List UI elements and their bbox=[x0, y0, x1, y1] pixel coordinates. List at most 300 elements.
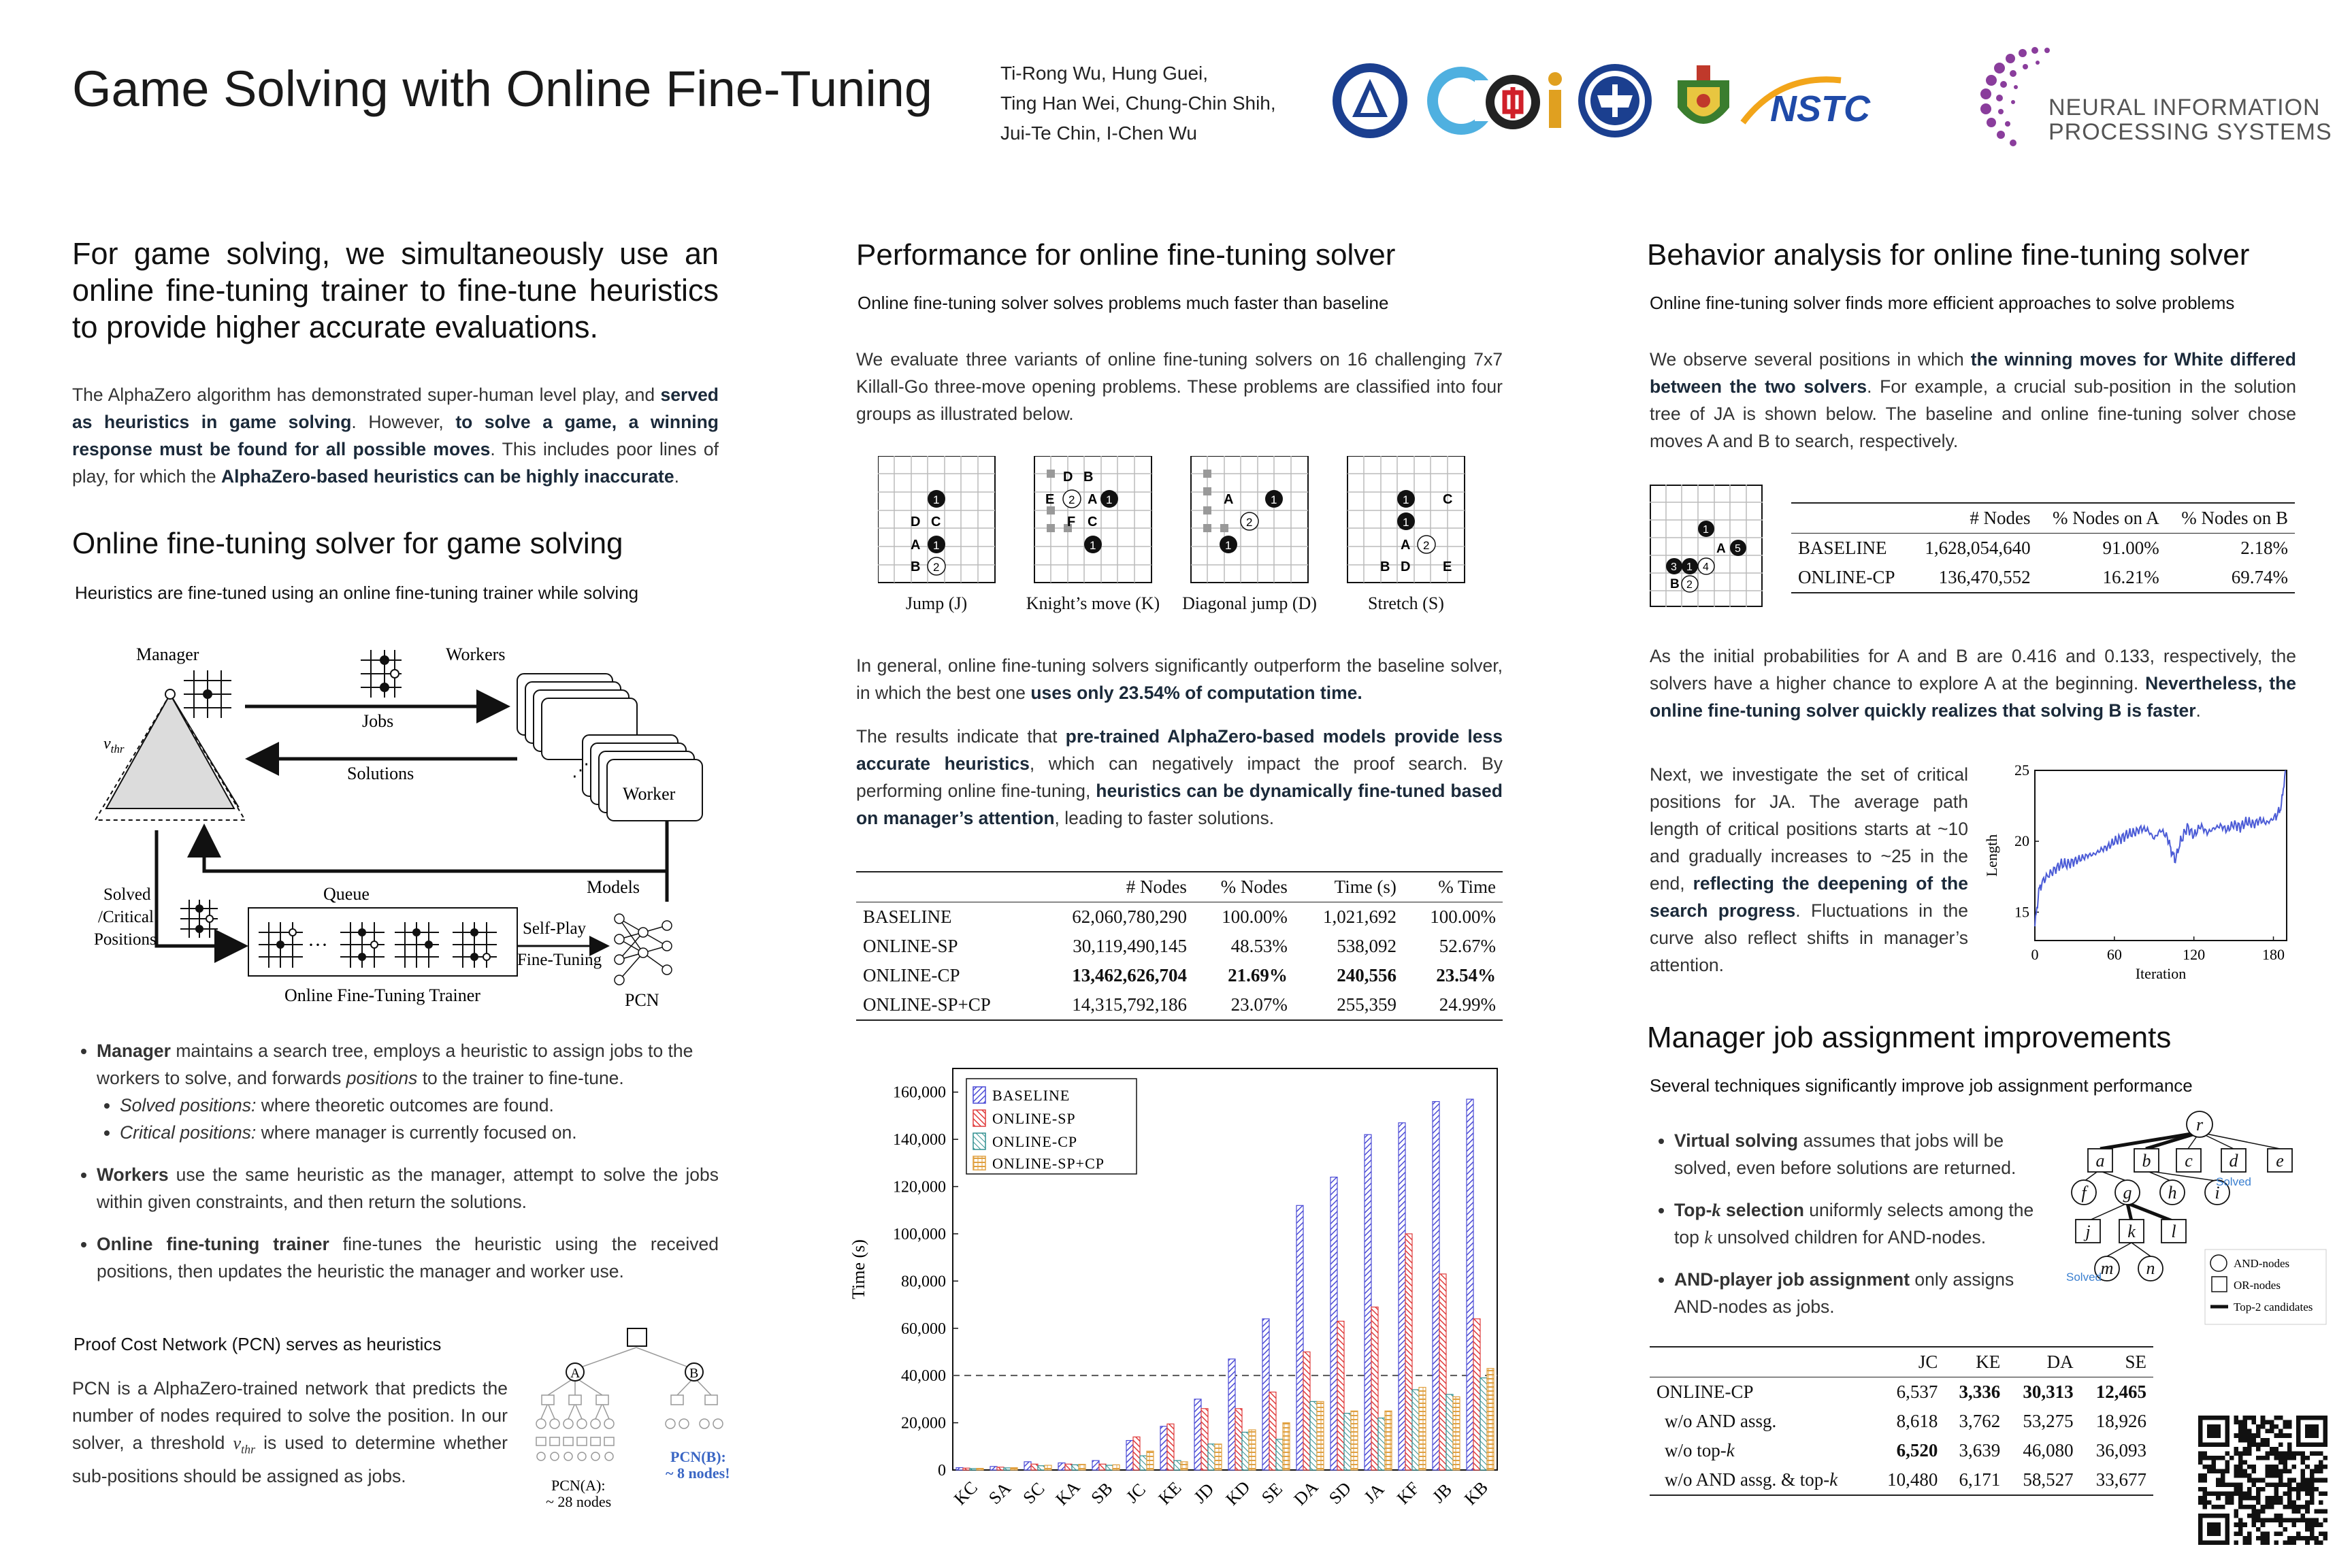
line-chart-xlabel: Iteration bbox=[2135, 965, 2187, 982]
qr-module bbox=[2252, 1442, 2257, 1447]
intro-text-2: . However, bbox=[351, 412, 456, 432]
perf-header-time: Time (s) bbox=[1334, 877, 1396, 897]
qr-module bbox=[2207, 1456, 2212, 1460]
svg-text:1: 1 bbox=[1106, 493, 1113, 506]
qr-module bbox=[2265, 1465, 2270, 1469]
bullet-trainer: • Online fine-tuning trainer fine-tunes the heuristic using the received positions, then updates the heuristic the manager and worker use. bbox=[97, 1230, 719, 1285]
perf-header-0 bbox=[856, 872, 1033, 902]
qr-module bbox=[2256, 1424, 2261, 1429]
bar-baseline-sd bbox=[1330, 1177, 1337, 1470]
qr-module bbox=[2247, 1505, 2252, 1509]
bar-online-sp-sd bbox=[1337, 1321, 1344, 1470]
qr-module bbox=[2314, 1487, 2319, 1492]
qr-module bbox=[2305, 1522, 2310, 1527]
bullet-manager: • Manager maintains a search tree, employs a heuristic to assign jobs to the workers to solve, and forwards positions to the trainer to fine-tune. • Solved positions: where theoretic outcomes are found. • Critical positions: where manager is currently focused on. bbox=[97, 1037, 719, 1146]
qr-module bbox=[2243, 1536, 2248, 1541]
legend-label-online-sp: ONLINE-SP bbox=[992, 1110, 1076, 1127]
qr-module bbox=[2261, 1420, 2266, 1425]
qr-module bbox=[2278, 1518, 2283, 1523]
svg-text:B: B bbox=[1380, 559, 1390, 574]
bar-xtick-label: KF bbox=[1392, 1477, 1423, 1508]
bar-chart-legend bbox=[966, 1079, 1137, 1174]
intro-bold-3: AlphaZero-based heuristics can be highly inaccurate bbox=[220, 466, 674, 487]
qr-module bbox=[2274, 1531, 2278, 1536]
qr-module bbox=[2274, 1540, 2278, 1545]
tree-solved-label-j: Solved bbox=[2066, 1271, 2102, 1284]
qr-module bbox=[2252, 1433, 2257, 1438]
ablation-row-no-topk: w/o top-k 6,520 3,639 46,080 36,093 bbox=[1665, 1440, 2146, 1460]
bar-ytick-label: 160,000 bbox=[893, 1083, 946, 1102]
tree-node-h: h bbox=[2168, 1183, 2177, 1203]
svg-text:C: C bbox=[931, 514, 941, 529]
qr-module bbox=[2301, 1460, 2306, 1465]
qr-module bbox=[2270, 1451, 2274, 1456]
qr-module bbox=[2270, 1496, 2274, 1501]
qr-module bbox=[2283, 1491, 2287, 1496]
qr-module bbox=[2234, 1473, 2238, 1478]
qr-module bbox=[2230, 1496, 2234, 1501]
qr-module bbox=[2301, 1456, 2306, 1460]
qr-module bbox=[2252, 1478, 2257, 1483]
qr-module bbox=[2296, 1491, 2301, 1496]
solver-bullets bbox=[72, 1037, 719, 1300]
qr-module bbox=[2234, 1522, 2238, 1527]
qr-module bbox=[2283, 1518, 2287, 1523]
perf-row-online-sp-cp: ONLINE-SP+CP 14,315,792,186 23.07% 255,359 24.99% bbox=[856, 990, 1503, 1020]
qr-module bbox=[2207, 1491, 2212, 1496]
qr-module bbox=[2296, 1482, 2301, 1487]
qr-module bbox=[2310, 1451, 2315, 1456]
qr-module bbox=[2225, 1460, 2230, 1465]
line-chart-frame bbox=[2035, 770, 2287, 941]
qr-module bbox=[2278, 1473, 2283, 1478]
svg-text:D: D bbox=[911, 514, 921, 529]
bar-online-cp-sb bbox=[1106, 1465, 1113, 1470]
bar-baseline-jd bbox=[1194, 1399, 1201, 1470]
svg-text:3: 3 bbox=[1671, 561, 1677, 573]
svg-text:A: A bbox=[1401, 538, 1411, 553]
qr-module bbox=[2278, 1416, 2283, 1420]
svg-text:2: 2 bbox=[933, 561, 940, 574]
tree-legend bbox=[2205, 1250, 2326, 1324]
qr-module bbox=[2230, 1491, 2234, 1496]
qr-module bbox=[2247, 1487, 2252, 1492]
qr-module bbox=[2216, 1478, 2221, 1483]
svg-text:1: 1 bbox=[1090, 539, 1096, 552]
author-list bbox=[1000, 59, 1276, 148]
performance-summary: In general, online fine-tuning solvers significantly outperform the baseline solver, in which the best one uses only 23.54% of computation time. bbox=[856, 655, 1503, 703]
pcn-b-label-2: ~ 8 nodes! bbox=[666, 1465, 730, 1482]
qr-module bbox=[2274, 1451, 2278, 1456]
bar-xtick-label: KD bbox=[1222, 1477, 1254, 1509]
time-bar-chart bbox=[837, 1058, 1511, 1528]
bar-online-sp-sa bbox=[997, 1467, 1004, 1470]
qr-module bbox=[2287, 1491, 2292, 1496]
qr-module bbox=[2283, 1420, 2287, 1425]
bar-online-sp-cp-sd bbox=[1351, 1411, 1358, 1470]
jobs-board-icon bbox=[361, 650, 402, 698]
qr-module bbox=[2243, 1424, 2248, 1429]
tree-node-d: d bbox=[2229, 1151, 2238, 1171]
qr-module bbox=[2252, 1509, 2257, 1514]
line-chart-ylabel: Length bbox=[1983, 834, 2000, 877]
svg-text:1: 1 bbox=[1403, 516, 1409, 529]
ablation-header-se: SE bbox=[2125, 1352, 2146, 1372]
qr-module bbox=[2296, 1496, 2301, 1501]
qr-module bbox=[2256, 1429, 2261, 1434]
qr-module bbox=[2247, 1540, 2252, 1545]
bar-xtick-label: KE bbox=[1154, 1477, 1186, 1509]
bar-online-sp-da bbox=[1303, 1352, 1310, 1470]
qr-module bbox=[2243, 1473, 2248, 1478]
bar-xtick-label: SB bbox=[1087, 1478, 1117, 1508]
qr-module bbox=[2278, 1482, 2283, 1487]
qr-module bbox=[2243, 1438, 2248, 1443]
qr-module bbox=[2247, 1478, 2252, 1483]
qr-module bbox=[2278, 1522, 2283, 1527]
qr-module bbox=[2243, 1416, 2248, 1420]
bar-baseline-kc bbox=[956, 1468, 963, 1470]
perf-row-online-sp: ONLINE-SP 30,119,490,145 48.53% 538,092 52.67% bbox=[863, 936, 1496, 956]
qr-module bbox=[2216, 1491, 2221, 1496]
svg-text:2: 2 bbox=[1686, 579, 1693, 591]
board-jump bbox=[878, 456, 995, 583]
qr-module bbox=[2252, 1438, 2257, 1443]
bar-online-sp-jb bbox=[1439, 1274, 1446, 1470]
qr-module bbox=[2310, 1496, 2315, 1501]
tree-node-r: r bbox=[2195, 1115, 2204, 1134]
qr-module bbox=[2287, 1540, 2292, 1545]
behavior-row-online-cp: ONLINE-CP 136,470,552 16.21% 69.74% bbox=[1791, 563, 2295, 593]
qr-module bbox=[2247, 1531, 2252, 1536]
line-xtick-label: 60 bbox=[2106, 946, 2122, 963]
qr-module bbox=[2238, 1487, 2243, 1492]
ablation-header-0 bbox=[1650, 1347, 1872, 1377]
institution-logos bbox=[1330, 60, 1889, 140]
qr-module bbox=[2221, 1469, 2225, 1474]
qr-module bbox=[2301, 1518, 2306, 1523]
qr-module bbox=[2287, 1424, 2292, 1429]
qr-module bbox=[2256, 1491, 2261, 1496]
bar-xtick-label: SE bbox=[1258, 1479, 1286, 1507]
qr-module bbox=[2261, 1416, 2266, 1420]
qr-module bbox=[2287, 1487, 2292, 1492]
intro-bold-2: to solve a game, a winning response must be found for all possible moves bbox=[72, 412, 719, 459]
qr-module bbox=[2301, 1514, 2306, 1518]
author-line-2: Ting Han Wei, Chung-Chin Shih, bbox=[1000, 93, 1276, 114]
qr-module bbox=[2238, 1500, 2243, 1505]
jobs-label: Jobs bbox=[362, 711, 394, 731]
qr-module bbox=[2305, 1505, 2310, 1509]
pcn-a-label-1: PCN(A): bbox=[551, 1477, 606, 1494]
line-ytick-label: 25 bbox=[2014, 762, 2029, 779]
legend-and-nodes: AND-nodes bbox=[2234, 1257, 2290, 1270]
board-label-stretch: Stretch (S) bbox=[1368, 593, 1444, 613]
qr-module bbox=[2207, 1469, 2212, 1474]
qr-module bbox=[2265, 1420, 2270, 1425]
bar-baseline-jc bbox=[1126, 1441, 1133, 1470]
qr-module bbox=[2274, 1514, 2278, 1518]
qr-module bbox=[2319, 1540, 2323, 1545]
qr-module bbox=[2278, 1442, 2283, 1447]
queue-box bbox=[248, 908, 517, 976]
qr-module bbox=[2261, 1540, 2266, 1545]
svg-text:2: 2 bbox=[1423, 539, 1430, 552]
bar-online-sp-cp-ja bbox=[1385, 1411, 1392, 1470]
behavior-header-nodes: # Nodes bbox=[1970, 508, 2031, 528]
qr-module bbox=[2243, 1460, 2248, 1465]
bar-ytick-label: 140,000 bbox=[893, 1131, 946, 1149]
qr-module bbox=[2274, 1518, 2278, 1523]
path-length-line-chart bbox=[1980, 762, 2300, 987]
qr-module bbox=[2230, 1482, 2234, 1487]
qr-module bbox=[2287, 1536, 2292, 1541]
qr-module bbox=[2292, 1518, 2297, 1523]
author-line-3: Jui-Te Chin, I-Chen Wu bbox=[1000, 122, 1197, 144]
svg-text:A: A bbox=[1224, 492, 1234, 507]
section-subtitle-performance: Online fine-tuning solver solves problems much faster than baseline bbox=[858, 293, 1389, 313]
qr-module bbox=[2256, 1478, 2261, 1483]
qr-module bbox=[2287, 1482, 2292, 1487]
bar-online-cp-jb bbox=[1446, 1394, 1453, 1470]
qr-module bbox=[2256, 1496, 2261, 1501]
bar-chart-ylabel: Time (s) bbox=[849, 1239, 868, 1299]
qr-module bbox=[2212, 1456, 2217, 1460]
qr-module bbox=[2274, 1465, 2278, 1469]
qr-module bbox=[2256, 1509, 2261, 1514]
qr-module bbox=[2283, 1540, 2287, 1545]
svg-text:1: 1 bbox=[1686, 561, 1693, 573]
qr-module bbox=[2292, 1522, 2297, 1527]
author-line-1: Ti-Rong Wu, Hung Guei, bbox=[1000, 63, 1209, 84]
nstc-text: NSTC bbox=[1770, 88, 1870, 129]
bar-xtick-label: JA bbox=[1360, 1479, 1388, 1507]
bar-online-cp-kf bbox=[1412, 1390, 1419, 1470]
qr-module bbox=[2314, 1509, 2319, 1514]
svg-text:A: A bbox=[911, 538, 921, 553]
svg-text:1: 1 bbox=[1225, 539, 1232, 552]
board-knight bbox=[1034, 456, 1152, 583]
qr-module bbox=[2230, 1456, 2234, 1460]
qr-module bbox=[2310, 1491, 2315, 1496]
qr-module bbox=[2319, 1460, 2323, 1465]
qr-module bbox=[2243, 1505, 2248, 1509]
bar-online-cp-sc bbox=[1038, 1466, 1045, 1470]
svg-text:5: 5 bbox=[1735, 543, 1741, 555]
qr-module bbox=[2221, 1482, 2225, 1487]
qr-module bbox=[2238, 1451, 2243, 1456]
qr-module bbox=[2274, 1416, 2278, 1420]
qr-module bbox=[2283, 1465, 2287, 1469]
qr-module bbox=[2234, 1531, 2238, 1536]
section-subtitle-solver: Heuristics are fine-tuned using an online fine-tuning trainer while solving bbox=[75, 583, 639, 603]
job-assignment-tree bbox=[2055, 1109, 2328, 1327]
qr-module bbox=[2243, 1491, 2248, 1496]
qr-module bbox=[2274, 1491, 2278, 1496]
legend-swatch-online-cp bbox=[973, 1133, 985, 1149]
neurips-line-2: PROCESSING SYSTEMS bbox=[2048, 119, 2332, 145]
bar-online-sp-cp-sb bbox=[1113, 1465, 1120, 1470]
qr-module bbox=[2287, 1505, 2292, 1509]
qr-module bbox=[2270, 1469, 2274, 1474]
section-title-behavior: Behavior analysis for online fine-tuning solver bbox=[1647, 238, 2250, 272]
behavior-table bbox=[1791, 502, 2295, 593]
qr-module bbox=[2296, 1518, 2301, 1523]
qr-module bbox=[2283, 1424, 2287, 1429]
architecture-diagram bbox=[68, 633, 721, 1014]
qr-module bbox=[2265, 1505, 2270, 1509]
qr-module bbox=[2221, 1491, 2225, 1496]
qr-module bbox=[2314, 1536, 2319, 1541]
pcn-b-label-1: PCN(B): bbox=[670, 1448, 726, 1465]
intro-paragraph bbox=[72, 381, 719, 490]
qr-module bbox=[2314, 1451, 2319, 1456]
qr-module bbox=[2198, 1500, 2203, 1505]
pcn-root-node bbox=[627, 1328, 647, 1346]
qr-module bbox=[2234, 1451, 2238, 1456]
qr-module bbox=[2283, 1469, 2287, 1474]
bar-online-cp-jc bbox=[1140, 1456, 1147, 1470]
qr-module bbox=[2225, 1482, 2230, 1487]
bar-baseline-se bbox=[1262, 1319, 1269, 1470]
svg-text:1: 1 bbox=[1403, 493, 1409, 506]
qr-module bbox=[2261, 1509, 2266, 1514]
qr-module bbox=[2301, 1478, 2306, 1483]
qr-module bbox=[2287, 1469, 2292, 1474]
solved-label: Solved bbox=[103, 885, 151, 904]
bar-online-sp-cp-jd bbox=[1215, 1444, 1222, 1470]
legend-swatch-baseline bbox=[973, 1087, 985, 1103]
qr-module bbox=[2247, 1496, 2252, 1501]
bar-xtick-label: JB bbox=[1428, 1480, 1456, 1507]
qr-module bbox=[2305, 1518, 2310, 1523]
qr-module bbox=[2238, 1518, 2243, 1523]
pcn-network-icon bbox=[615, 914, 672, 985]
bar-xtick-label: SD bbox=[1324, 1477, 1355, 1508]
ablation-header-ke: KE bbox=[1976, 1352, 2001, 1372]
svg-text:C: C bbox=[1088, 514, 1098, 529]
bullet-virtual-solving: • Virtual solving assumes that jobs will be solved, even before solutions are returned. bbox=[1674, 1127, 2051, 1181]
legend-top2: Top-2 candidates bbox=[2234, 1301, 2313, 1313]
section-subtitle-behavior: Online fine-tuning solver finds more efficient approaches to solve problems bbox=[1650, 293, 2235, 313]
qr-module bbox=[2203, 1496, 2208, 1501]
bar-baseline-sa bbox=[990, 1467, 997, 1470]
qr-module bbox=[2310, 1469, 2315, 1474]
qr-module bbox=[2274, 1469, 2278, 1474]
nstc-logo bbox=[1743, 80, 1871, 129]
qr-module bbox=[2203, 1505, 2208, 1509]
qr-module bbox=[2243, 1496, 2248, 1501]
qr-module bbox=[2287, 1447, 2292, 1452]
qr-module bbox=[2270, 1473, 2274, 1478]
bar-baseline-ja bbox=[1365, 1134, 1371, 1470]
pcn-node-a-label: A bbox=[570, 1366, 581, 1381]
qr-module bbox=[2234, 1491, 2238, 1496]
qr-module bbox=[2203, 1487, 2208, 1492]
bar-online-cp-da bbox=[1310, 1401, 1317, 1470]
bar-ytick-label: 100,000 bbox=[893, 1225, 946, 1243]
legend-or-nodes: OR-nodes bbox=[2234, 1279, 2281, 1292]
qr-module bbox=[2310, 1478, 2315, 1483]
qr-module bbox=[2274, 1500, 2278, 1505]
svg-text:2: 2 bbox=[1246, 516, 1253, 529]
qr-module bbox=[2256, 1514, 2261, 1518]
qr-module bbox=[2221, 1473, 2225, 1478]
qr-module bbox=[2292, 1478, 2297, 1483]
tree-node-l: l bbox=[2171, 1222, 2176, 1241]
bar-ytick-label: 80,000 bbox=[901, 1273, 946, 1291]
qr-module bbox=[2252, 1514, 2257, 1518]
qr-module bbox=[2319, 1478, 2323, 1483]
bar-online-cp-kc bbox=[970, 1469, 977, 1470]
qr-module bbox=[2234, 1420, 2238, 1425]
qr-module bbox=[2238, 1433, 2243, 1438]
qr-code-icon[interactable] bbox=[2198, 1416, 2328, 1545]
tree-node-a: a bbox=[2095, 1151, 2105, 1171]
qr-module bbox=[2252, 1496, 2257, 1501]
qr-module bbox=[2296, 1451, 2301, 1456]
tree-node-k: k bbox=[2127, 1222, 2136, 1241]
qr-module bbox=[2310, 1487, 2315, 1492]
qr-module bbox=[2216, 1505, 2221, 1509]
qr-module bbox=[2203, 1465, 2208, 1469]
qr-module bbox=[2256, 1536, 2261, 1541]
qr-module bbox=[2238, 1527, 2243, 1532]
qr-module bbox=[2207, 1465, 2212, 1469]
qr-module bbox=[2234, 1482, 2238, 1487]
line-ytick-label: 20 bbox=[2014, 832, 2029, 850]
qr-module bbox=[2265, 1500, 2270, 1505]
qr-module bbox=[2238, 1491, 2243, 1496]
qr-module bbox=[2278, 1433, 2283, 1438]
qr-module bbox=[2287, 1420, 2292, 1425]
bar-online-sp-cp-jb bbox=[1453, 1396, 1460, 1470]
qr-module bbox=[2319, 1491, 2323, 1496]
tree-node-f: f bbox=[2081, 1183, 2087, 1203]
qr-module bbox=[2278, 1500, 2283, 1505]
qr-module bbox=[2278, 1451, 2283, 1456]
qr-module bbox=[2238, 1496, 2243, 1501]
bar-xtick-label: JC bbox=[1122, 1480, 1149, 1507]
section-title-job-assignment: Manager job assignment improvements bbox=[1647, 1021, 2172, 1054]
qr-module bbox=[2287, 1442, 2292, 1447]
qr-module bbox=[2198, 1478, 2203, 1483]
bar-online-sp-se bbox=[1269, 1392, 1276, 1470]
bar-xtick-label: SC bbox=[1019, 1478, 1049, 1508]
qr-finder-inner bbox=[2207, 1522, 2221, 1536]
qr-module bbox=[2310, 1531, 2315, 1536]
qr-module bbox=[2238, 1473, 2243, 1478]
tree-node-i: i bbox=[2215, 1183, 2220, 1203]
behavior-critical-paths: Next, we investigate the set of critical positions for JA. The average path length of critical positions starts at ~10 and gradually increases to ~25 in the end, reflecting the deepening of the search progress. Fluctuations in the curve also reflect shifts in manager’s attention. bbox=[1650, 764, 1968, 975]
qr-module bbox=[2256, 1447, 2261, 1452]
qr-module bbox=[2305, 1482, 2310, 1487]
qr-module bbox=[2252, 1416, 2257, 1420]
qr-module bbox=[2234, 1540, 2238, 1545]
bar-online-sp-cp-sa bbox=[1011, 1468, 1017, 1470]
qr-module bbox=[2287, 1496, 2292, 1501]
qr-module bbox=[2247, 1473, 2252, 1478]
qr-module bbox=[2319, 1500, 2323, 1505]
intro-text-4: . bbox=[674, 466, 679, 487]
qr-module bbox=[2198, 1487, 2203, 1492]
bullet-top-k: • Top-k selection uniformly selects among the top k unsolved children for AND-nodes. bbox=[1674, 1196, 2051, 1251]
workers-label: Workers bbox=[446, 644, 506, 664]
qr-module bbox=[2323, 1518, 2328, 1523]
qr-module bbox=[2323, 1536, 2328, 1541]
line-chart-series bbox=[2035, 770, 2285, 926]
qr-module bbox=[2287, 1500, 2292, 1505]
